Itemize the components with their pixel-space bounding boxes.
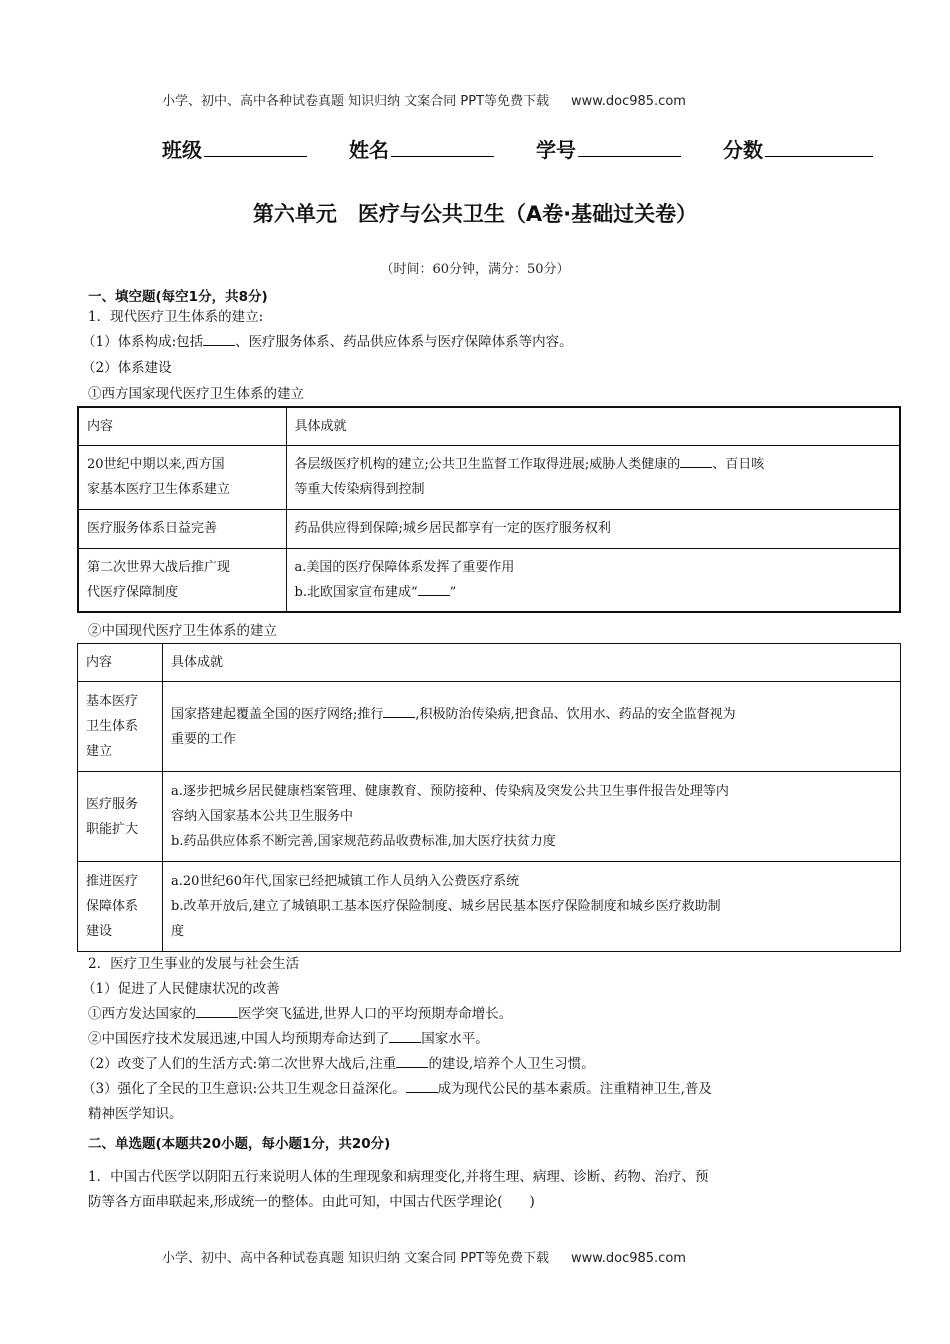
table-cell: a.逐步把城乡居民健康档案管理、健康教育、预防接种、传染病及突发公共卫生事件报告处理等内 容纳入国家基本公共卫生服务中 b.药品供应体系不断完善,国家规范药品收费标准,加大医疗扶贫力度 xyxy=(163,772,901,862)
page-title: 第六单元 医疗与公共卫生（A卷·基础过关卷） xyxy=(252,202,698,226)
table-cell: 推进医疗 保障体系 建设 xyxy=(78,862,163,952)
table-row xyxy=(78,862,901,952)
table-row xyxy=(78,445,900,509)
mc-q1-line1: 1．中国古代医学以阴阳五行来说明人体的生理现象和病理变化,并将生理、病理、诊断、药物、治疗、预 xyxy=(88,1169,709,1185)
table-header: 内容 xyxy=(78,644,163,682)
exam-meta: （时间：60分钟，满分：50分） xyxy=(380,262,570,277)
table-cell: 药品供应得到保障;城乡居民都享有一定的医疗服务权利 xyxy=(286,509,900,548)
banner-url: www.doc985.com xyxy=(571,94,686,109)
west-caption: ①西方国家现代医疗卫生体系的建立 xyxy=(88,386,304,402)
banner-text: 小学、初中、高中各种试卷真题 知识归纳 文案合同 PPT等免费下载 xyxy=(162,1251,550,1266)
footer-banner xyxy=(162,1247,686,1266)
table-cell: 第二次世界大战后推广现 代医疗保障制度 xyxy=(78,548,286,612)
student-id-field: 学号 xyxy=(536,134,681,163)
table-row xyxy=(78,772,901,862)
student-info-line xyxy=(162,134,873,163)
table-cell: a.美国的医疗保障体系发挥了重要作用 b.北欧国家宣布建成“ ” xyxy=(286,548,900,612)
table-cell: 国家搭建起覆盖全国的医疗网络;推行 ,积极防治传染病,把食品、饮用水、药品的安全监督视为 重要的工作 xyxy=(163,682,901,772)
table-header: 内容 xyxy=(78,407,286,445)
china-caption: ②中国现代医疗卫生体系的建立 xyxy=(88,623,277,639)
china-table xyxy=(77,643,901,952)
table-header: 具体成就 xyxy=(286,407,900,445)
header-banner xyxy=(162,90,686,109)
banner-url: www.doc985.com xyxy=(571,1251,686,1266)
table-row xyxy=(78,407,900,445)
q2-part3: （3）强化了全民的卫生意识:公共卫生观念日益深化。 成为现代公民的基本素质。注重精神卫生,普及 xyxy=(82,1076,712,1102)
score-field: 分数 xyxy=(723,134,873,163)
q2-part1a: ①西方发达国家的 医学突飞猛进,世界人口的平均预期寿命增长。 xyxy=(88,1001,512,1027)
table-cell: a.20世纪60年代,国家已经把城镇工作人员纳入公费医疗系统 b.改革开放后,建立了城镇职工基本医疗保险制度、城乡居民基本医疗保险制度和城乡医疗救助制 度 xyxy=(163,862,901,952)
banner-text: 小学、初中、高中各种试卷真题 知识归纳 文案合同 PPT等免费下载 xyxy=(162,94,550,109)
class-field: 班级 xyxy=(162,134,307,163)
q2-part1b: ②中国医疗技术发展迅速,中国人均预期寿命达到了 国家水平。 xyxy=(88,1026,489,1052)
table-cell: 20世纪中期以来,西方国 家基本医疗卫生体系建立 xyxy=(78,445,286,509)
table-header: 具体成就 xyxy=(163,644,901,682)
q1-part1: （1）体系构成:包括 、医疗服务体系、药品供应体系与医疗保障体系等内容。 xyxy=(82,329,573,355)
mc-q1-line2: 防等各方面串联起来,形成统一的整体。由此可知，中国古代医学理论( ) xyxy=(88,1194,535,1210)
table-row xyxy=(78,509,900,548)
q2-stem: 2．医疗卫生事业的发展与社会生活 xyxy=(88,956,300,972)
section1-heading: 一、填空题(每空1分，共8分) xyxy=(88,289,268,305)
table-cell: 医疗服务体系日益完善 xyxy=(78,509,286,548)
table-row xyxy=(78,682,901,772)
q2-part3-cont: 精神医学知识。 xyxy=(88,1106,183,1122)
table-cell: 各层级医疗机构的建立;公共卫生监督工作取得进展;威胁人类健康的 、百日咳 等重大传染病得到控制 xyxy=(286,445,900,509)
table-cell: 基本医疗 卫生体系 建立 xyxy=(78,682,163,772)
q1-stem: 1．现代医疗卫生体系的建立: xyxy=(88,309,264,325)
q1-part2: （2）体系建设 xyxy=(82,360,172,376)
table-row xyxy=(78,548,900,612)
name-field: 姓名 xyxy=(349,134,494,163)
west-table xyxy=(77,406,901,613)
table-row xyxy=(78,644,901,682)
section2-heading: 二、单选题(本题共20小题，每小题1分，共20分) xyxy=(88,1136,391,1152)
q2-part1: （1）促进了人民健康状况的改善 xyxy=(82,981,280,997)
q2-part2: （2）改变了人们的生活方式:第二次世界大战后,注重 的建设,培养个人卫生习惯。 xyxy=(82,1051,595,1077)
table-cell: 医疗服务 职能扩大 xyxy=(78,772,163,862)
